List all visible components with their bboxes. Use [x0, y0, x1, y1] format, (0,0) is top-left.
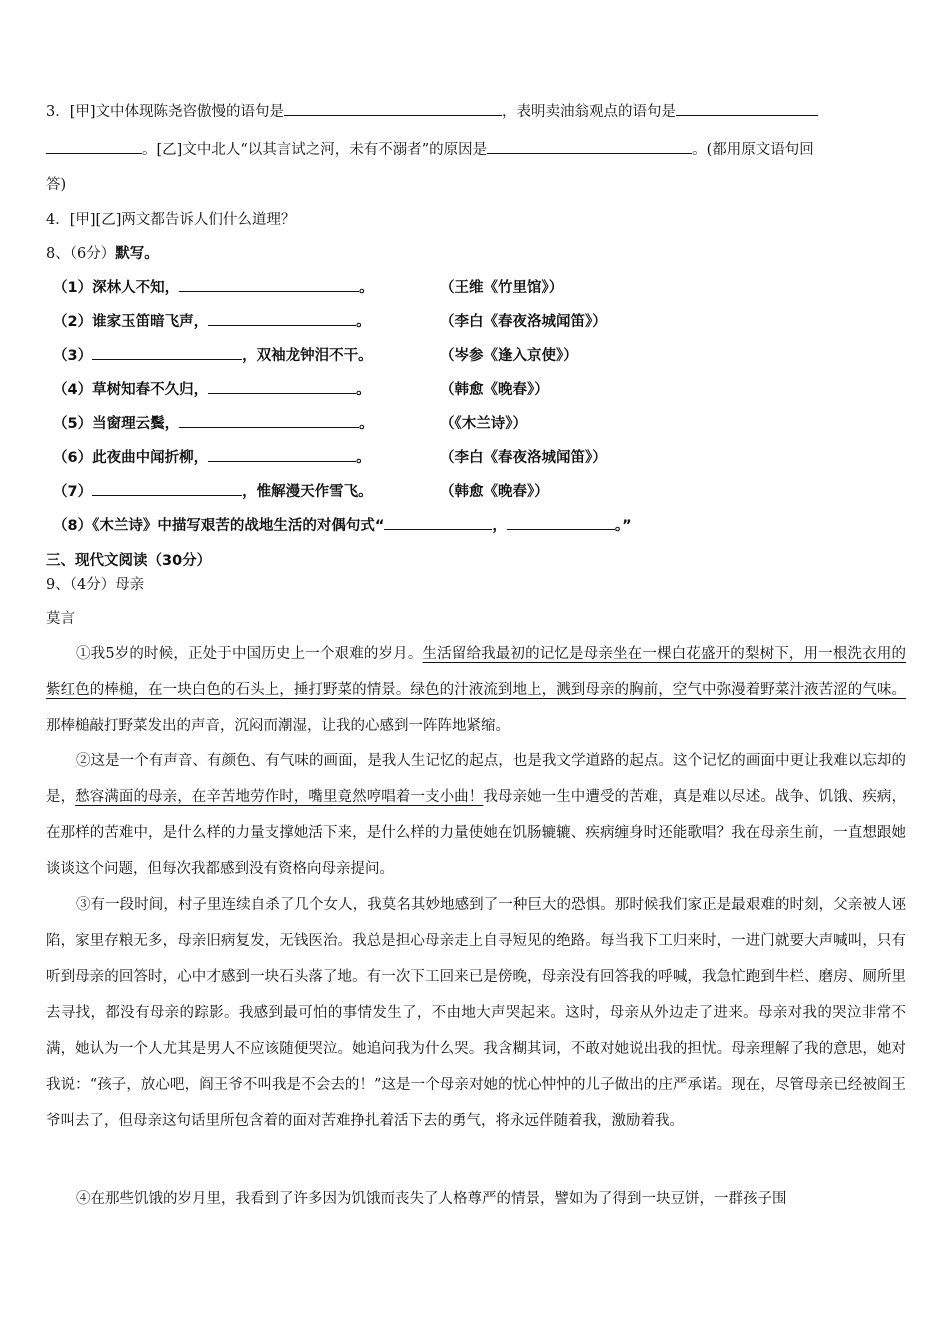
q8-item-5 — [53, 413, 913, 435]
underlined-text: 生活留给我最初的记忆是母亲坐在一棵白花盛开的梨树下，用一根洗衣用的紫红色的棒槌，在一块白色的石头上，捶打野菜的情景。绿色的汁液流到地上，溅到母亲的胸前，空气中弥漫着野菜汁液苦涩的气味。 — [46, 646, 906, 698]
q8-item-4 — [53, 379, 913, 401]
q8-item-text: （5）当窗理云鬓， — [53, 416, 180, 432]
q8-item-text: （6）此夜曲中闻折柳， — [53, 450, 209, 466]
q8-item-source: （《木兰诗》） — [440, 416, 527, 432]
q8-item-1 — [53, 277, 913, 299]
q8-item-text: （4）草树知春不久归， — [53, 382, 209, 398]
q8-item-text: （8）《木兰诗》中描写艰苦的战地生活的对偶句式“ — [53, 518, 385, 534]
q8-item-8 — [53, 515, 913, 537]
q8-item-text: ，惟解漫天作雪飞。 — [242, 484, 373, 500]
answer-blank[interactable] — [92, 345, 242, 360]
q8-item-source: （韩愈《晚春》） — [440, 484, 549, 500]
q8-item-text: 。 — [356, 382, 371, 398]
q4-text: 4．[甲][乙]两文都告诉人们什么道理？ — [46, 212, 296, 228]
paragraph-3 — [46, 887, 906, 1139]
q8-item-7 — [53, 481, 913, 503]
answer-blank[interactable] — [92, 481, 242, 496]
q8-item-text: （3） — [53, 348, 93, 364]
paragraph-text: 我母亲她一生中遭受的苦难，真是难以尽述。战争、饥饿、疾病，在那样的苦难中，是什么样的力量支撑她活下来，是什么样的力量使她在饥肠辘辘、疾病缠身时还能歌唱？我在母亲生前，一直想跟她谈谈这个问题，但每次我都感到没有资格向母亲提问。 — [46, 789, 906, 877]
q8-item-text: 。 — [356, 450, 371, 466]
paragraph-1 — [46, 636, 906, 744]
answer-blank[interactable] — [46, 139, 142, 154]
q8-item-text: 。 — [359, 416, 374, 432]
answer-blank[interactable] — [208, 311, 356, 326]
q8-number: 8、（6分） — [46, 246, 116, 262]
q8-item-source: （岑参《逢入京使》） — [440, 348, 578, 364]
q8-item-text: 。” — [614, 518, 632, 534]
answer-blank[interactable] — [384, 515, 492, 530]
q3-line-3 — [46, 174, 906, 196]
answer-blank[interactable] — [676, 101, 818, 116]
paragraph-text: 那棒槌敲打野菜发出的声音，沉闷而潮湿，让我的心感到一阵阵地紧缩。 — [46, 718, 510, 734]
q8-title: 默写。 — [115, 246, 159, 262]
paragraph-text: ③有一段时间，村子里连续自杀了几个女人，我莫名其妙地感到了一种巨大的恐惧。那时候我们家正是最艰难的时刻，父亲被人诬陷，家里存粮无多，母亲旧病复发，无钱医治。我总是担心母亲走上自寻短见的绝路。每当我下工归来时，一进门就要大声喊叫，只有听到母亲的回答时，心中才感到一块石头落了地。有一次下工回来已是傍晚，母亲没有回答我的呼喊，我急忙跑到牛栏、磨房、厕所里去寻找，都没有母亲的踪影。我感到最可怕的事情发生了，不由地大声哭起来。这时，母亲从外边走了进来。母亲对我的哭泣非常不满，她认为一个人尤其是男人不应该随便哭泣。她追问我为什么哭。我含糊其词，不敢对她说出我的担忧。母亲理解了我的意思，她对我说：“孩子，放心吧，阎王爷不叫我是不会去的！”这是一个母亲对她的忧心忡忡的儿子做出的庄严承诺。现在，尽管母亲已经被阎王爷叫去了，但母亲这句话里所包含着的面对苦难挣扎着活下去的勇气，将永远伴随着我，激励着我。 — [46, 897, 906, 1129]
q8-item-text: （1）深林人不知， — [53, 280, 180, 296]
q3-line-1 — [46, 101, 906, 123]
q8-item-text: （7） — [53, 484, 93, 500]
q8-item-3 — [53, 345, 913, 367]
paragraph-text: ②这是一个有声音、有颜色、有气味的画面，是我人生记忆的起点，也是我文学道路的起点。这个记忆的画面中更让我难以忘却的是， — [46, 753, 906, 805]
article-author: 莫言 — [46, 611, 75, 627]
answer-blank[interactable] — [179, 413, 359, 428]
q8-item-source: （韩愈《晚春》） — [440, 382, 549, 398]
q3-text-2: ，表明卖油翁观点的语句是 — [502, 104, 677, 120]
answer-blank[interactable] — [179, 277, 359, 292]
q3-text-5: 答) — [46, 177, 67, 193]
q8-item-source: （王维《竹里馆》） — [440, 280, 564, 296]
paragraph-text: ①我5岁的时候，正处于中国历史上一个艰难的岁月。 — [76, 646, 423, 662]
author-line — [46, 608, 906, 630]
q8-item-source: （李白《春夜洛城闻笛》） — [440, 314, 607, 330]
q3-text-3: 。[乙]文中北人“以其言试之河，未有不溺者”的原因是 — [142, 142, 488, 158]
q8-item-text: 。 — [359, 280, 374, 296]
answer-blank[interactable] — [284, 101, 502, 116]
q8-item-source: （李白《春夜洛城闻笛》） — [440, 450, 607, 466]
answer-blank[interactable] — [487, 139, 692, 154]
q8-header — [46, 243, 906, 265]
paragraph-4 — [46, 1181, 906, 1217]
q8-item-6 — [53, 447, 913, 469]
answer-blank[interactable] — [208, 447, 356, 462]
q8-item-text: ，双袖龙钟泪不干。 — [242, 348, 373, 364]
q3-line-2 — [46, 139, 906, 161]
q9-line — [46, 574, 906, 596]
q8-item-text: （2）谁家玉笛暗飞声， — [53, 314, 209, 330]
section-heading — [46, 550, 906, 572]
q8-item-text: ， — [492, 518, 507, 534]
section-title: 三、现代文阅读（30分） — [46, 553, 212, 569]
q9-text: 9、（4分）母亲 — [46, 577, 145, 593]
answer-blank[interactable] — [507, 515, 615, 530]
q4-line — [46, 209, 906, 231]
answer-blank[interactable] — [208, 379, 356, 394]
underlined-text: 愁容满面的母亲，在辛苦地劳作时，嘴里竟然哼唱着一支小曲！ — [75, 789, 484, 805]
paragraph-2 — [46, 743, 906, 887]
q8-item-text: 。 — [356, 314, 371, 330]
paragraph-text: ④在那些饥饿的岁月里，我看到了许多因为饥饿而丧失了人格尊严的情景，譬如为了得到一块豆饼，一群孩子围 — [76, 1191, 787, 1207]
q8-item-2 — [53, 311, 913, 333]
q3-text-4: 。(都用原文语句回 — [692, 142, 814, 158]
q3-text-1: 3．[甲]文中体现陈尧咨傲慢的语句是 — [46, 104, 285, 120]
